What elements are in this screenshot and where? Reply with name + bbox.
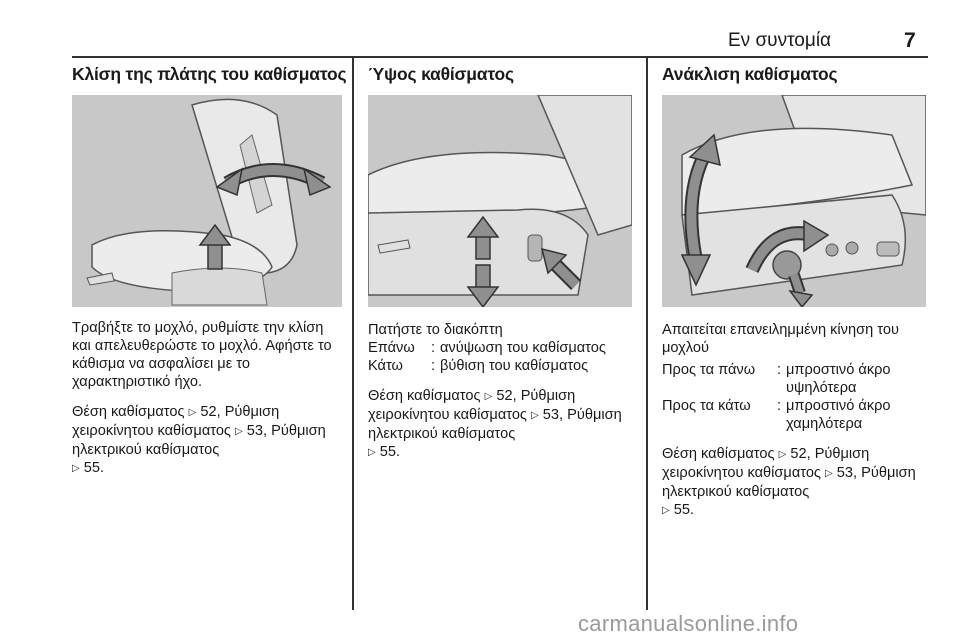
- page-ref-link[interactable]: [485, 387, 513, 406]
- definition-colon: :: [776, 362, 782, 378]
- ref-page: 53: [836, 465, 854, 481]
- body-paragraph: Τραβήξτε το μοχλό, ρυθμίστε την κλίση και απελευθερώστε το μοχλό. Αφήστε το κάθισμα να ασφαλίσει με το χαρακτηριστικό ήχο.: [72, 320, 332, 390]
- ref-page: 52: [496, 388, 513, 404]
- page-number: 7: [904, 29, 916, 52]
- column-divider: [352, 58, 354, 610]
- ref-text: Ρύθμιση χειροκίνητου καθίσματος: [662, 446, 870, 481]
- definition-row: [368, 339, 632, 357]
- section-heading: Κλίση της πλάτης του καθίσματος: [72, 64, 347, 84]
- section-heading: Ανάκλιση καθίσματος: [662, 64, 838, 84]
- page-ref-link[interactable]: [779, 445, 807, 464]
- definition-value: ανύψωση του καθίσματος: [440, 340, 606, 356]
- ref-arrow-icon: ▷: [484, 391, 493, 402]
- ref-arrow-icon: ▷: [531, 410, 539, 421]
- ref-arrow-icon: ▷: [235, 426, 243, 437]
- ref-page: 53: [542, 407, 560, 423]
- page-ref-link[interactable]: [825, 464, 853, 483]
- definition-value: βύθιση του καθίσματος: [440, 358, 589, 374]
- illustration-backrest-tilt: [72, 95, 342, 307]
- ref-text: Θέση καθίσματος: [662, 446, 775, 462]
- column-divider: [646, 58, 648, 610]
- ref-text: Θέση καθίσματος: [72, 404, 185, 420]
- body-paragraph: Πατήστε το διακόπτη: [368, 322, 503, 338]
- definition-key: Επάνω: [368, 340, 415, 356]
- watermark: carmanualsonline.info: [578, 611, 799, 636]
- ref-arrow-icon: ▷: [188, 407, 197, 418]
- cross-references: Θέση καθίσματος ▷ 52, Ρύθμιση χειροκίνητου καθίσματος ▷ 53, Ρύθμιση ηλεκτρικού καθίσματος ▷ 55.: [368, 388, 622, 460]
- definition-key: Προς τα κάτω: [662, 398, 751, 414]
- definition-colon: :: [430, 358, 436, 374]
- ref-text: Ρύθμιση ηλεκτρικού καθίσματος: [72, 423, 326, 458]
- ref-arrow-icon: ▷: [662, 505, 670, 516]
- definition-key: Προς τα πάνω: [662, 362, 756, 378]
- ref-page: 55: [379, 444, 396, 460]
- ref-arrow-icon: ▷: [368, 447, 376, 458]
- page-ref-link[interactable]: [662, 501, 690, 520]
- body-paragraph: Απαιτείται επανειλημμένη κίνηση του μοχλού: [662, 322, 899, 356]
- definition-key: Κάτω: [368, 358, 403, 374]
- ref-page: 52: [200, 404, 217, 420]
- header-rule: [72, 56, 928, 58]
- page-ref-link[interactable]: [189, 403, 217, 422]
- cross-references: Θέση καθίσματος ▷ 52, Ρύθμιση χειροκίνητου καθίσματος ▷ 53, Ρύθμιση ηλεκτρικού καθίσματος ▷ 55.: [662, 446, 916, 518]
- ref-text: Ρύθμιση χειροκίνητου καθίσματος: [72, 404, 280, 439]
- illustration-seat-height: [368, 95, 632, 307]
- cross-references: Θέση καθίσματος ▷ 52, Ρύθμιση χειροκίνητου καθίσματος ▷ 53, Ρύθμιση ηλεκτρικού καθίσματος ▷ 55.: [72, 404, 326, 476]
- column-backrest: [72, 64, 347, 478]
- definition-row: [368, 357, 632, 375]
- definition-row: [662, 397, 928, 433]
- definition-value: μπροστινό άκρο υψηλότερα: [786, 362, 891, 396]
- ref-page: 55: [83, 460, 100, 476]
- column-seat-height: [368, 64, 632, 462]
- page-ref-link[interactable]: [72, 459, 100, 478]
- definition-colon: :: [430, 340, 436, 356]
- ref-arrow-icon: ▷: [825, 468, 833, 479]
- definition-colon: :: [776, 398, 782, 414]
- ref-page: 55: [673, 502, 690, 518]
- ref-page: 52: [790, 446, 807, 462]
- illustration-seat-tilt: [662, 95, 926, 307]
- section-heading: Ύψος καθίσματος: [368, 64, 514, 84]
- definition-row: [662, 361, 928, 397]
- page-header-title: Εν συντομία: [728, 30, 832, 51]
- ref-arrow-icon: ▷: [72, 463, 80, 474]
- ref-arrow-icon: ▷: [778, 449, 787, 460]
- page-ref-link[interactable]: [531, 406, 559, 425]
- ref-text: Ρύθμιση ηλεκτρικού καθίσματος: [662, 465, 916, 500]
- ref-page: 53: [246, 423, 264, 439]
- page-ref-link[interactable]: [368, 443, 396, 462]
- ref-text: Ρύθμιση χειροκίνητου καθίσματος: [368, 388, 576, 423]
- column-seat-tilt: [662, 64, 928, 520]
- definition-value: μπροστινό άκρο χαμηλότερα: [786, 398, 891, 432]
- ref-text: Θέση καθίσματος: [368, 388, 481, 404]
- ref-text: Ρύθμιση ηλεκτρικού καθίσματος: [368, 407, 622, 442]
- page-ref-link[interactable]: [235, 422, 263, 441]
